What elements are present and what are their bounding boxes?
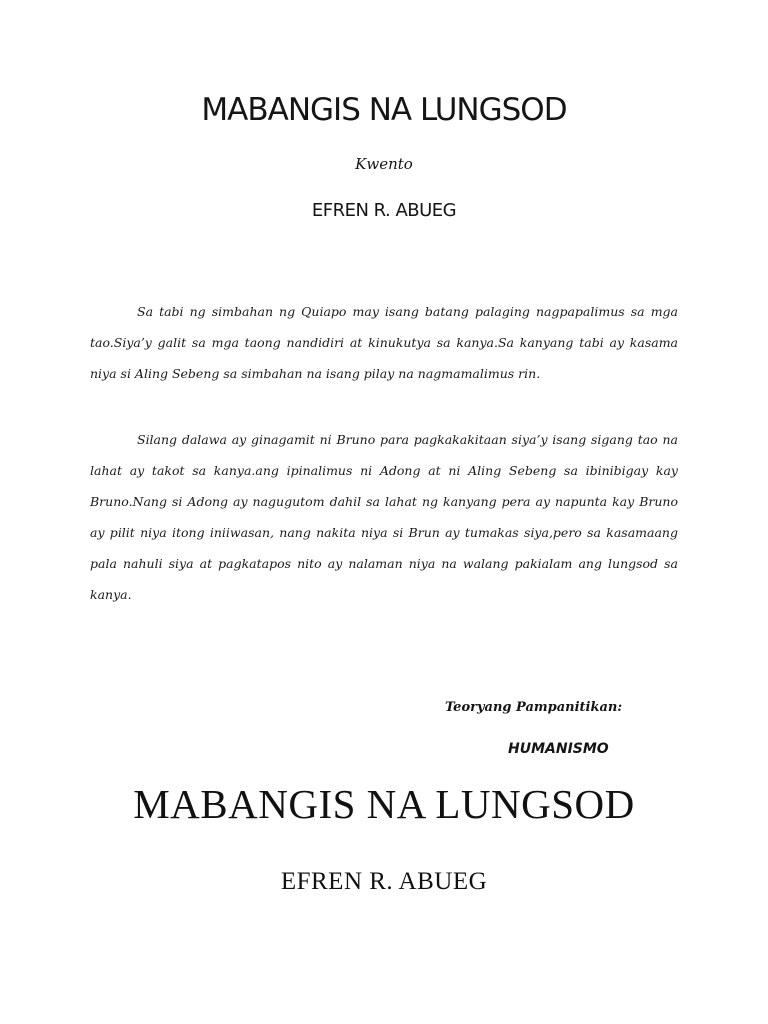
literary-theory-label: Teoryang Pampanitikan: (445, 700, 623, 715)
repeated-author: EFREN R. ABUEG (280, 868, 488, 895)
document-author: EFREN R. ABUEG (311, 200, 457, 221)
repeated-title: MABANGIS NA LUNGSOD (133, 781, 635, 827)
summary-paragraph: Silang dalawa ay ginagamit ni Bruno para pagkakakitaan siya’y isang sigang tao na lahat ay takot sa kanya.ang ipinalimus ni Adong at ni Aling Sebeng sa ibinibigay kay Bruno.Nang si Adong ay nagugutom dahil sa lahat ng kanyang pera ay napunta kay Bruno ay pilit niya itong iniiwasan, nang nakita niya si Brun ay tumakas siya,pero sa kasamaang pala nahuli siya at pagkatapos nito ay nalaman niya na walang pakialam ang lungsod sa kanya. (90, 431, 678, 602)
document-genre: Kwento (355, 155, 413, 173)
literary-theory-value: HUMANISMO (508, 741, 609, 757)
document-title: MABANGIS NA LUNGSOD (201, 92, 567, 128)
summary-paragraph: Sa tabi ng simbahan ng Quiapo may isang batang palaging nagpapalimus sa mga tao.Siya’y galit sa mga taong nandidiri at kinukutya sa kanya.Sa kanyang tabi ay kasama niya si Aling Sebeng sa simbahan na isang pilay na nagmamalimus rin. (90, 303, 678, 381)
